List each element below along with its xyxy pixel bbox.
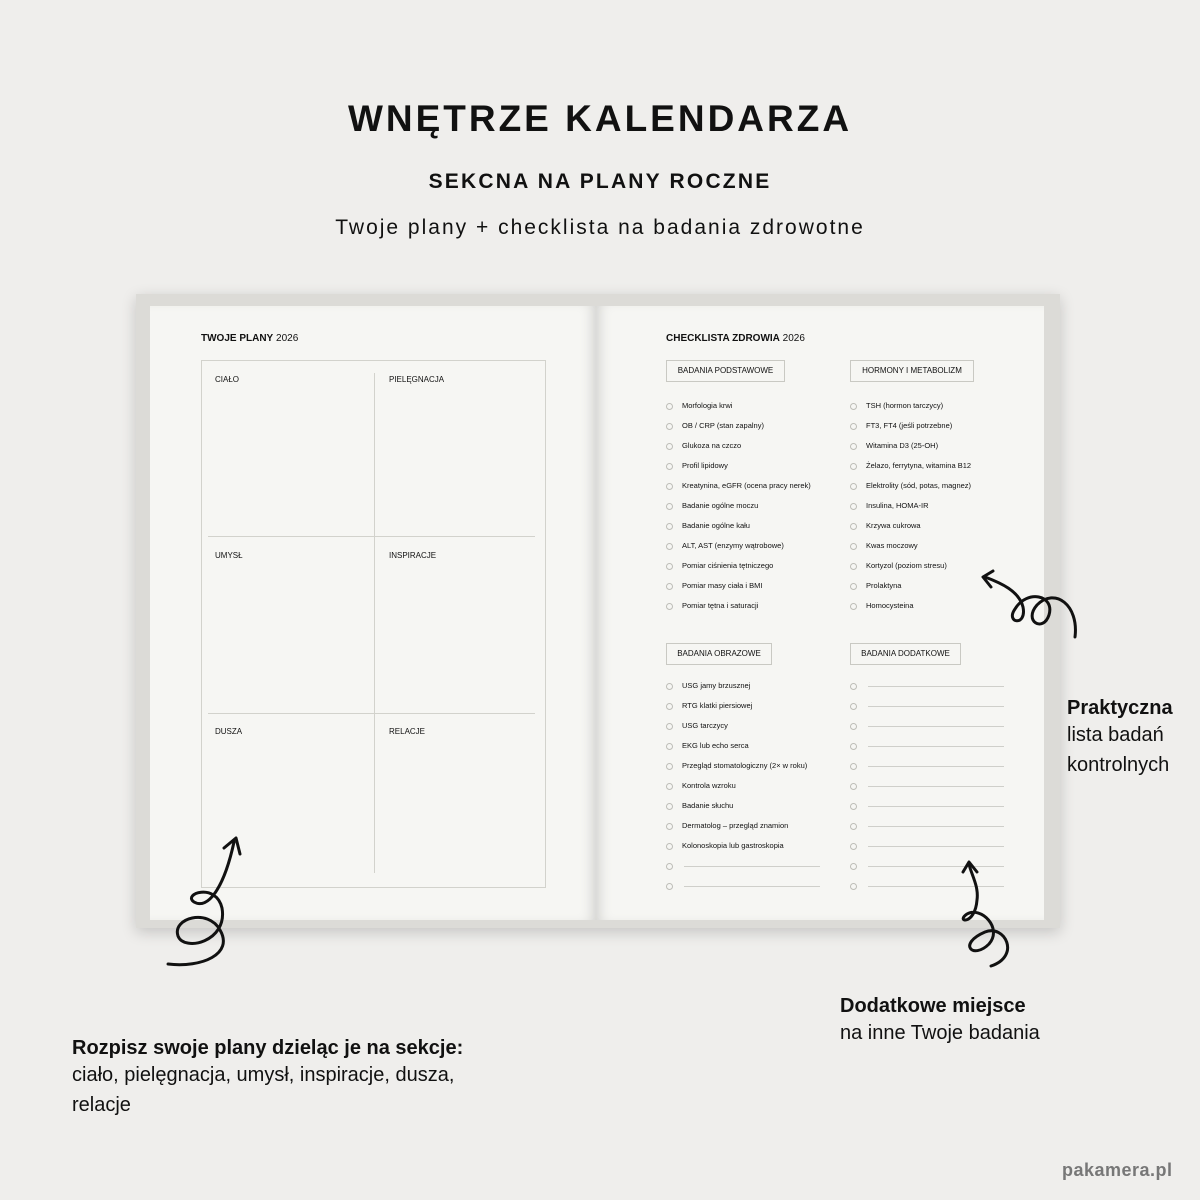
section-title: BADANIA DODATKOWE <box>850 643 961 665</box>
checklist-heading <box>666 333 805 344</box>
checkbox-circle-icon[interactable] <box>850 683 857 690</box>
checklist-item-label: ALT, AST (enzymy wątrobowe) <box>682 541 784 550</box>
callout-plans-line: ciało, pielęgnacja, umysł, inspiracje, dusza, <box>72 1064 455 1086</box>
checkbox-circle-icon[interactable] <box>666 823 673 830</box>
checklist-item[interactable] <box>850 776 1004 796</box>
checklist-item[interactable] <box>666 496 811 516</box>
checklist-heading-year: 2026 <box>782 333 805 344</box>
checkbox-circle-icon[interactable] <box>666 843 673 850</box>
checklist-item[interactable] <box>850 476 971 496</box>
checkbox-circle-icon[interactable] <box>666 523 673 530</box>
checklist-item[interactable] <box>850 456 971 476</box>
checkbox-circle-icon[interactable] <box>850 543 857 550</box>
checkbox-circle-icon[interactable] <box>850 843 857 850</box>
checklist-item[interactable] <box>666 596 811 616</box>
checkbox-circle-icon[interactable] <box>850 743 857 750</box>
checklist-item[interactable] <box>850 676 1004 696</box>
checklist-item[interactable] <box>850 536 971 556</box>
checklist-item[interactable] <box>666 836 820 856</box>
checklist-item-label: Kontrola wzroku <box>682 781 736 790</box>
checklist-item-label: Witamina D3 (25-OH) <box>866 441 939 450</box>
checkbox-circle-icon[interactable] <box>666 463 673 470</box>
checklist-item[interactable] <box>666 576 811 596</box>
checklist-item[interactable] <box>850 576 971 596</box>
checklist-basic <box>666 396 811 616</box>
checkbox-circle-icon[interactable] <box>666 543 673 550</box>
checklist-item-label: Kortyzol (poziom stresu) <box>866 561 947 570</box>
plans-cell-relacje: RELACJE <box>389 727 426 736</box>
checklist-item-label: Kreatynina, eGFR (ocena pracy nerek) <box>682 481 811 490</box>
plans-cell-dusza: DUSZA <box>215 727 243 736</box>
checklist-item-label: Glukoza na czczo <box>682 441 742 450</box>
plans-cell-pielegnacja: PIELĘGNACJA <box>389 375 445 384</box>
checklist-imaging <box>666 676 820 896</box>
checklist-item-label: Elektrolity (sód, potas, magnez) <box>866 481 972 490</box>
checklist-item-label: Krzywa cukrowa <box>866 521 921 530</box>
checkbox-circle-icon[interactable] <box>850 603 857 610</box>
checklist-item[interactable] <box>666 796 820 816</box>
checkbox-circle-icon[interactable] <box>666 403 673 410</box>
plans-cell-cialo: CIAŁO <box>215 375 240 384</box>
checklist-item-label: USG tarczycy <box>682 721 728 730</box>
checklist-item[interactable] <box>666 776 820 796</box>
checklist-item[interactable] <box>666 856 820 876</box>
callout-extra-title: Dodatkowe miejsce <box>840 995 1026 1017</box>
checkbox-circle-icon[interactable] <box>850 463 857 470</box>
checkbox-circle-icon[interactable] <box>850 443 857 450</box>
checklist-item[interactable] <box>666 696 820 716</box>
checkbox-circle-icon[interactable] <box>850 763 857 770</box>
blank-write-line <box>868 706 1004 707</box>
checklist-item-label: TSH (hormon tarczycy) <box>866 401 944 410</box>
plans-heading-year: 2026 <box>276 333 299 344</box>
checklist-item[interactable] <box>850 516 971 536</box>
checklist-item-label: Kwas moczowy <box>866 541 918 550</box>
callout-plans-line: relacje <box>72 1094 131 1116</box>
grid-divider <box>374 373 375 873</box>
section-title: BADANIA PODSTAWOWE <box>666 360 785 382</box>
checklist-item[interactable] <box>666 536 811 556</box>
callout-checklist <box>1067 697 1173 780</box>
checklist-item[interactable] <box>666 416 811 436</box>
checklist-item[interactable] <box>666 736 820 756</box>
checklist-item[interactable] <box>666 396 811 416</box>
section-title: BADANIA OBRAZOWE <box>666 643 772 665</box>
callout-checklist-line: kontrolnych <box>1067 754 1170 776</box>
checklist-item[interactable] <box>850 736 1004 756</box>
checklist-item-label: Profil lipidowy <box>682 461 728 470</box>
blank-write-line <box>868 726 1004 727</box>
checklist-item-label: Pomiar masy ciała i BMI <box>682 581 763 590</box>
callout-plans <box>72 1037 463 1120</box>
checkbox-circle-icon[interactable] <box>850 783 857 790</box>
plans-cell-umysl: UMYSŁ <box>215 551 243 560</box>
checklist-item[interactable] <box>850 496 971 516</box>
checkbox-circle-icon[interactable] <box>850 823 857 830</box>
checklist-item[interactable] <box>666 476 811 496</box>
checkbox-circle-icon[interactable] <box>850 523 857 530</box>
page-title: WNĘTRZE KALENDARZA <box>347 98 853 139</box>
checklist-item-label: OB / CRP (stan zapalny) <box>682 421 764 430</box>
blank-write-line <box>868 806 1004 807</box>
checkbox-circle-icon[interactable] <box>850 703 857 710</box>
checklist-item-label: Badanie słuchu <box>682 801 734 810</box>
checkbox-circle-icon[interactable] <box>666 703 673 710</box>
checklist-item-label: Homocysteina <box>866 601 914 610</box>
checkbox-circle-icon[interactable] <box>666 763 673 770</box>
checklist-item-label: Kolonoskopia lub gastroskopia <box>682 841 784 850</box>
page-subtitle: SEKCNA NA PLANY ROCZNE <box>428 170 772 193</box>
checklist-item[interactable] <box>666 436 811 456</box>
checklist-item-label: Dermatolog – przegląd znamion <box>682 821 789 830</box>
checklist-item-label: RTG klatki piersiowej <box>682 701 753 710</box>
checklist-item-label: Przegląd stomatologiczny (2× w roku) <box>682 761 808 770</box>
checklist-item[interactable] <box>850 836 1004 856</box>
plans-heading <box>201 333 298 344</box>
squiggle-arrow-left-icon <box>150 830 260 980</box>
checkbox-circle-icon[interactable] <box>850 583 857 590</box>
grid-divider <box>208 713 535 714</box>
checklist-item[interactable] <box>666 816 820 836</box>
checklist-item-label: Żelazo, ferrytyna, witamina B12 <box>866 461 972 470</box>
checkbox-circle-icon[interactable] <box>850 883 857 890</box>
checkbox-circle-icon[interactable] <box>666 423 673 430</box>
callout-checklist-title: Praktyczna <box>1067 697 1173 719</box>
checkbox-circle-icon[interactable] <box>666 723 673 730</box>
checkbox-circle-icon[interactable] <box>850 863 857 870</box>
checklist-item-label: Badanie ogólne moczu <box>682 501 759 510</box>
checklist-item-label: Insulina, HOMA-IR <box>866 501 929 510</box>
checklist-item-label: Badanie ogólne kału <box>682 521 750 530</box>
checklist-hormones <box>850 396 971 616</box>
checklist-item[interactable] <box>850 596 971 616</box>
checklist-item[interactable] <box>666 676 820 696</box>
checklist-item-label: Prolaktyna <box>866 581 902 590</box>
blank-write-line <box>684 866 820 867</box>
checklist-item-label: FT3, FT4 (jeśli potrzebne) <box>866 421 953 430</box>
checkbox-circle-icon[interactable] <box>666 503 673 510</box>
checklist-item[interactable] <box>666 456 811 476</box>
checklist-heading-title: CHECKLISTA ZDROWIA <box>666 333 780 344</box>
checklist-item[interactable] <box>666 756 820 776</box>
checklist-item[interactable] <box>666 516 811 536</box>
checklist-item[interactable] <box>850 716 1004 736</box>
checklist-item[interactable] <box>850 396 971 416</box>
squiggle-arrow-right-icon <box>975 565 1085 645</box>
plans-cell-inspiracje: INSPIRACJE <box>389 551 437 560</box>
checklist-item[interactable] <box>850 756 1004 776</box>
blank-write-line <box>868 786 1004 787</box>
checkbox-circle-icon[interactable] <box>666 683 673 690</box>
checkbox-circle-icon[interactable] <box>666 443 673 450</box>
blank-write-line <box>868 766 1004 767</box>
checklist-item[interactable] <box>666 716 820 736</box>
checkbox-circle-icon[interactable] <box>850 423 857 430</box>
watermark-logo: pakamera.pl <box>1062 1160 1173 1180</box>
checkbox-circle-icon[interactable] <box>666 743 673 750</box>
blank-write-line <box>868 846 1004 847</box>
blank-write-line <box>868 826 1004 827</box>
squiggle-arrow-bottom-icon <box>945 860 1025 972</box>
checkbox-circle-icon[interactable] <box>850 483 857 490</box>
callout-extra <box>840 995 1040 1048</box>
checklist-item-label: EKG lub echo serca <box>682 741 749 750</box>
checklist-item[interactable] <box>666 876 820 896</box>
callout-extra-line: na inne Twoje badania <box>840 1022 1040 1044</box>
blank-write-line <box>868 746 1004 747</box>
checkbox-circle-icon[interactable] <box>666 883 673 890</box>
checkbox-circle-icon[interactable] <box>850 563 857 570</box>
checklist-item-label: USG jamy brzusznej <box>682 681 751 690</box>
checkbox-circle-icon[interactable] <box>850 403 857 410</box>
checkbox-circle-icon[interactable] <box>666 603 673 610</box>
checklist-item[interactable] <box>850 796 1004 816</box>
checkbox-circle-icon[interactable] <box>666 483 673 490</box>
checkbox-circle-icon[interactable] <box>666 583 673 590</box>
section-title: HORMONY I METABOLIZM <box>850 360 974 382</box>
checkbox-circle-icon[interactable] <box>850 723 857 730</box>
blank-write-line <box>684 886 820 887</box>
checkbox-circle-icon[interactable] <box>850 503 857 510</box>
checkbox-circle-icon[interactable] <box>666 863 673 870</box>
callout-checklist-line: lista badań <box>1067 724 1164 746</box>
checklist-item[interactable] <box>850 816 1004 836</box>
checklist-item[interactable] <box>850 436 971 456</box>
page-tagline: Twoje plany + checklista na badania zdrowotne <box>335 216 865 239</box>
checkbox-circle-icon[interactable] <box>666 803 673 810</box>
callout-plans-title: Rozpisz swoje plany dzieląc je na sekcje: <box>72 1037 464 1059</box>
checkbox-circle-icon[interactable] <box>666 563 673 570</box>
grid-divider <box>208 536 535 537</box>
checklist-item-label: Pomiar ciśnienia tętniczego <box>682 561 774 570</box>
blank-write-line <box>868 686 1004 687</box>
checklist-item-label: Pomiar tętna i saturacji <box>682 601 759 610</box>
checklist-item[interactable] <box>850 556 971 576</box>
checklist-item[interactable] <box>666 556 811 576</box>
plans-heading-title: TWOJE PLANY <box>201 333 274 344</box>
checklist-item-label: Morfologia krwi <box>682 401 733 410</box>
checkbox-circle-icon[interactable] <box>850 803 857 810</box>
checklist-item[interactable] <box>850 416 971 436</box>
checkbox-circle-icon[interactable] <box>666 783 673 790</box>
checklist-item[interactable] <box>850 696 1004 716</box>
